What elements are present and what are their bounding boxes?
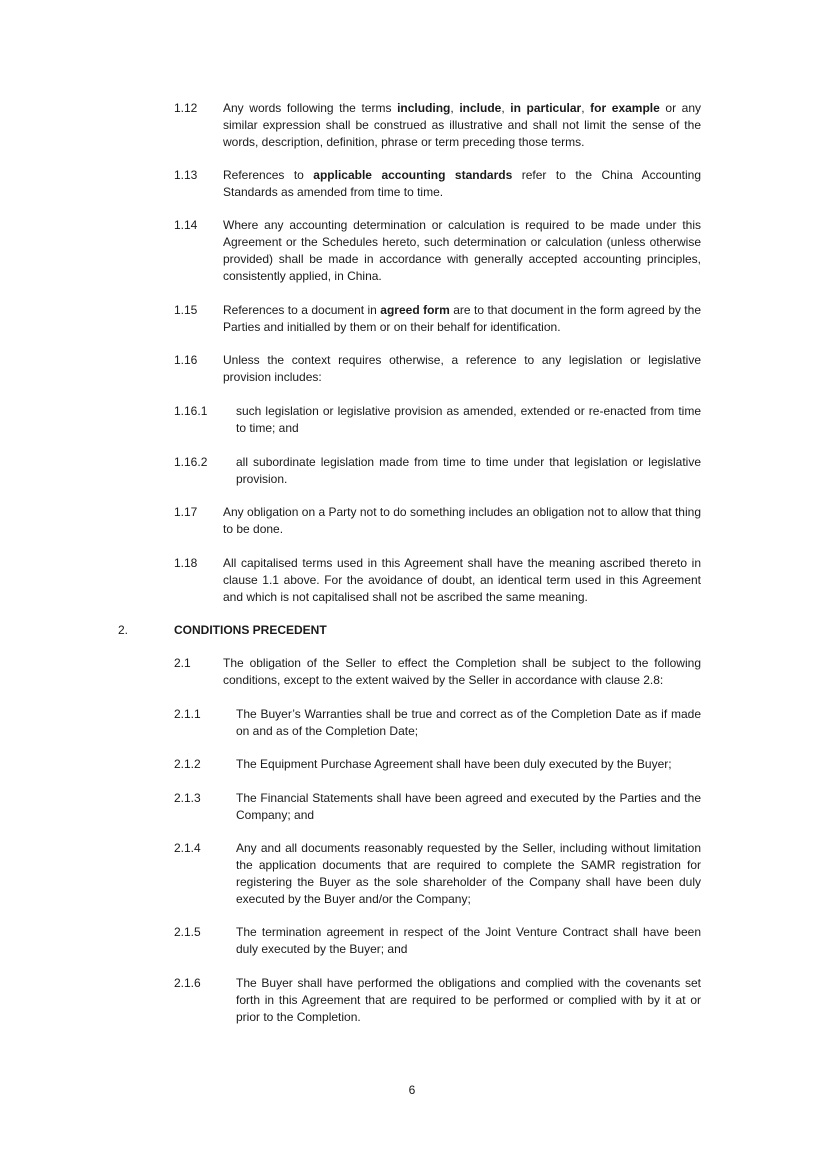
clause-text: The Buyer’s Warranties shall be true and correct as of the Completion Date as if made on and as of the Completion Date; [236,707,701,738]
clause-2-1-1 [174,706,701,740]
clause-number: 2.1 [174,656,191,670]
clause-number: 1.12 [174,101,198,115]
clause-text: all subordinate legislation made from time to time under that legislation or legislative provision. [236,455,701,486]
clause-text: The termination agreement in respect of the Joint Venture Contract shall have been duly executed by the Buyer; and [236,925,701,956]
clause-number: 2.1.3 [174,791,201,805]
clause-number: 2.1.2 [174,757,201,771]
clause-1-15 [174,302,701,336]
clause-text: The Equipment Purchase Agreement shall have been duly executed by the Buyer; [236,757,672,771]
clause-number: 1.14 [174,218,198,232]
page-number: 6 [408,1083,416,1097]
clause-number: 2.1.4 [174,841,201,855]
clause-number: 1.15 [174,303,198,317]
clause-1-16-2 [174,454,701,488]
clause-1-13 [174,167,701,201]
clause-text: The obligation of the Seller to effect the Completion shall be subject to the following conditions, except to the extent waived by the Seller in accordance with clause 2.8: [223,656,701,687]
clause-number: 2.1.6 [174,976,201,990]
clause-2-1-2 [174,756,701,773]
clause-text: Any obligation on a Party not to do something includes an obligation not to allow that thing to be done. [223,505,701,536]
clause-number: 1.17 [174,505,198,519]
clause-text: Unless the context requires otherwise, a reference to any legislation or legislative provision includes: [223,353,701,384]
clause-text: The Financial Statements shall have been agreed and executed by the Parties and the Company; and [236,791,701,822]
section-title: CONDITIONS PRECEDENT [174,623,327,637]
clause-2-1 [174,655,701,689]
clause-2-1-4 [174,840,701,908]
section-number: 2. [118,623,129,637]
clause-1-17 [174,504,701,538]
clause-number: 2.1.1 [174,707,201,721]
clause-1-18 [174,555,701,606]
clause-2-1-3 [174,790,701,824]
clause-1-16-1 [174,403,701,437]
clause-text: such legislation or legislative provision as amended, extended or re-enacted from time to time; and [236,404,701,435]
clause-number: 1.13 [174,168,198,182]
clause-text: Where any accounting determination or calculation is required to be made under this Agreement or the Schedules hereto, such determination or calculation (unless otherwise provided) shall be made in accordance with generally accepted accounting principles, consistently applied, in China. [223,218,701,283]
clause-text: References to a document in agreed form are to that document in the form agreed by the Parties and initialled by them or on their behalf for identification. [223,303,701,334]
clause-number: 1.16.1 [174,404,208,418]
clause-number: 1.16.2 [174,455,208,469]
clause-1-12 [174,100,701,151]
clause-2-1-6 [174,975,701,1026]
clause-text: Any and all documents reasonably requested by the Seller, including without limitation the application documents that are required to complete the SAMR registration for registering the Buyer as the sole shareholder of the Company shall have been duly executed by the Buyer and/or the Company; [236,841,701,906]
clause-1-14 [174,217,701,285]
clause-text: Any words following the terms including, include, in particular, for example or any similar expression shall be construed as illustrative and shall not limit the sense of the words, description, definition, phrase or term preceding those terms. [223,101,702,149]
clause-number: 2.1.5 [174,925,201,939]
clause-1-16 [174,352,701,386]
clause-2-1-5 [174,924,701,958]
clause-text: References to applicable accounting standards refer to the China Accounting Standards as amended from time to time. [223,168,701,199]
clause-number: 1.16 [174,353,198,367]
clause-text: The Buyer shall have performed the obligations and complied with the covenants set forth in this Agreement that are required to be performed or complied with by it at or prior to the Completion. [236,976,701,1024]
clause-text: All capitalised terms used in this Agreement shall have the meaning ascribed thereto in clause 1.1 above. For the avoidance of doubt, an identical term used in this Agreement and which is not capitalised shall not be ascribed the same meaning. [223,556,701,604]
clause-number: 1.18 [174,556,198,570]
